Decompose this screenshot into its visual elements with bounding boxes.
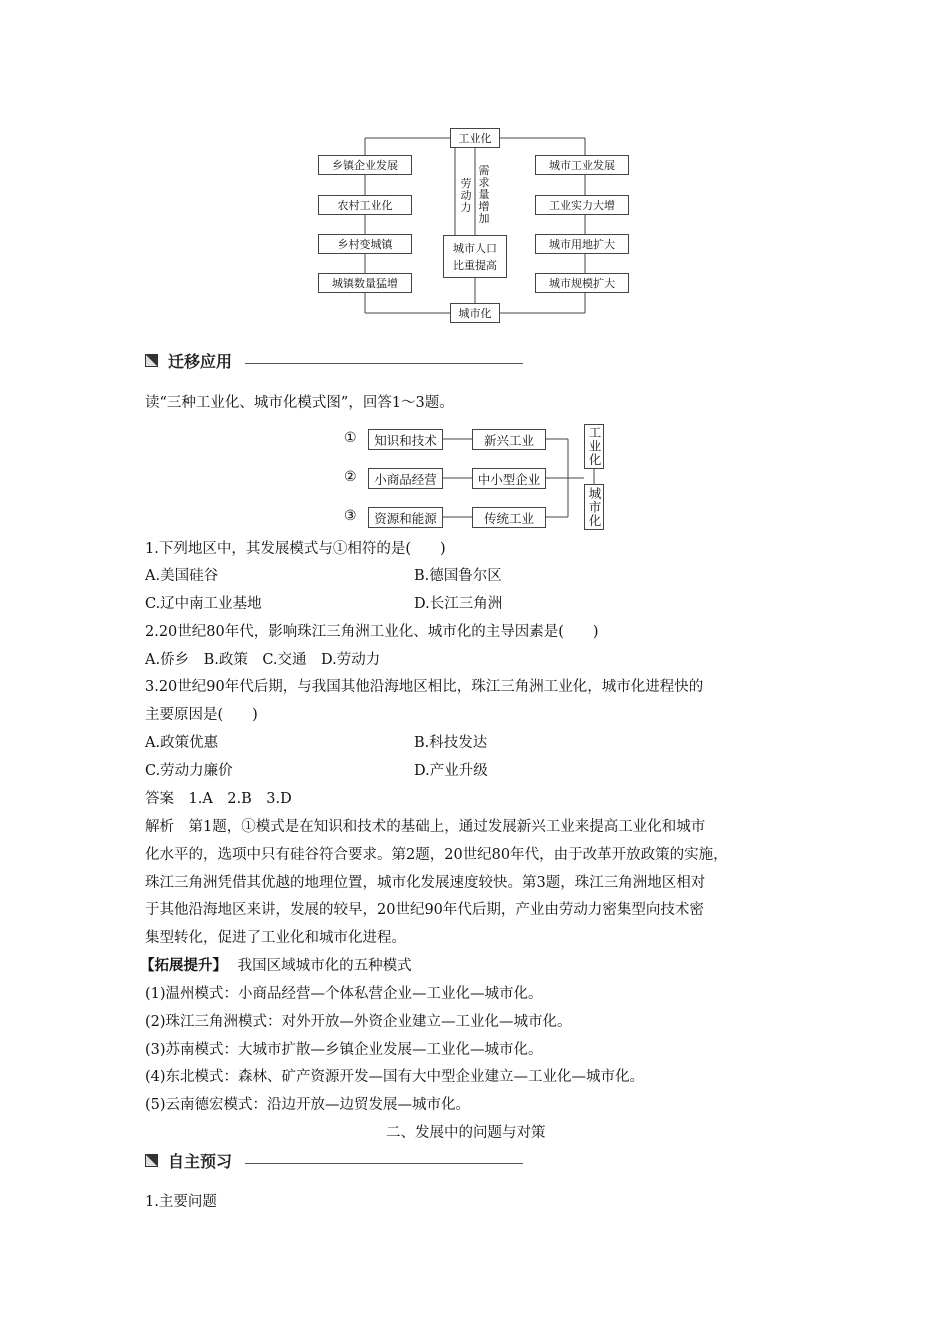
extension-item-5: (5)云南德宏模式：沿边开放—边贸发展—城市化。: [145, 1097, 471, 1113]
q3-option-d: D.产业升级: [414, 763, 488, 779]
left-box-4: 城镇数量猛增: [318, 273, 412, 293]
row3-box-b: 传统工业: [472, 507, 546, 528]
section-rule: [245, 363, 523, 364]
extension-tag: 【拓展提升】: [140, 958, 227, 974]
q3-stem-line-1: 3.20世纪90年代后期，与我国其他沿海地区相比，珠江三角洲工业化，城市化进程快的: [145, 679, 704, 695]
left-box-2: 农村工业化: [318, 195, 412, 215]
extension-item-1: (1)温州模式：小商品经营—个体私营企业—工业化—城市化。: [145, 986, 543, 1002]
analysis-line-3: 珠江三角洲凭借其优越的地理位置，城市化发展速度较快。第3题，珠江三角洲地区相对: [145, 875, 706, 891]
middle-box-line-2: 比重提高: [453, 258, 497, 272]
analysis-line-2: 化水平的，选项中只有硅谷符合要求。第2题，20世纪80年代，由于改革开放政策的实施，: [145, 847, 728, 863]
section-title: 自主预习: [168, 1151, 233, 1171]
q3-stem-line-2: 主要原因是( ): [145, 707, 258, 723]
analysis-line-4: 于其他沿海地区来讲，发展的较早，20世纪90年代后期，产业由劳动力密集型向技术密: [145, 902, 704, 918]
analysis-line-5: 集型转化，促进了工业化和城市化进程。: [145, 930, 406, 946]
row-number-3: ③: [344, 508, 357, 524]
q1-option-c: C.辽中南工业基地: [145, 596, 262, 612]
flow-diagram-1: [310, 120, 640, 330]
row1-box-b: 新兴工业: [472, 429, 546, 450]
q2-options: A.侨乡 B.政策 C.交通 D.劳动力: [145, 652, 381, 668]
extension-heading: [140, 956, 412, 976]
extension-item-3: (3)苏南模式：大城市扩散—乡镇企业发展—工业化—城市化。: [145, 1042, 543, 1058]
q3-option-c: C.劳动力廉价: [145, 763, 233, 779]
extension-item-4: (4)东北模式：森林、矿产资源开发—国有大中型企业建立—工业化—城市化。: [145, 1069, 645, 1085]
main-problems-heading: 1.主要问题: [145, 1194, 217, 1210]
analysis-line-1: 解析 第1题，①模式是在知识和技术的基础上，通过发展新兴工业来提高工业化和城市: [145, 819, 706, 835]
section-rule: [245, 1163, 523, 1164]
row-number-2: ②: [344, 469, 357, 485]
section-header-2: [145, 1149, 525, 1171]
q1-option-d: D.长江三角洲: [414, 596, 503, 612]
q2-stem: 2.20世纪80年代，影响珠江三角洲工业化、城市化的主导因素是( ): [145, 624, 599, 640]
extension-item-2: (2)珠江三角洲模式：对外开放—外资企业建立—工业化—城市化。: [145, 1014, 572, 1030]
flow-diagram-2: [340, 424, 620, 534]
row3-box-a: 资源和能源: [368, 507, 443, 528]
right-box-3: 城市用地扩大: [535, 234, 629, 254]
q1-stem: 1.下列地区中，其发展模式与①相符的是( ): [145, 541, 446, 557]
q1-option-a: A.美国硅谷: [145, 568, 219, 584]
row2-box-b: 中小型企业: [472, 468, 546, 489]
part-two-title: 二、发展中的问题与对策: [386, 1125, 546, 1141]
section-title: 迁移应用: [168, 351, 233, 371]
middle-box-line-1: 城市人口: [453, 241, 497, 255]
q3-option-b: B.科技发达: [414, 735, 488, 751]
box-industrialization: 工业化: [450, 128, 500, 148]
q1-option-b: B.德国鲁尔区: [414, 568, 502, 584]
right-box-2: 工业实力大增: [535, 195, 629, 215]
box-urbanization: 城市化: [450, 303, 500, 323]
box-industrialization-vertical: 工业化: [584, 424, 604, 469]
section-header-1: [145, 349, 525, 371]
extension-title: 我国区域城市化的五种模式: [237, 958, 412, 974]
section-icon: [145, 1154, 158, 1167]
q3-option-a: A.政策优惠: [145, 735, 219, 751]
middle-box: [443, 235, 507, 278]
answer-line: 答案 1.A 2.B 3.D: [145, 791, 292, 807]
right-box-1: 城市工业发展: [535, 155, 629, 175]
label-demand: 需求量增加: [478, 164, 490, 225]
intro-text: 读“三种工业化、城市化模式图”，回答1～3题。: [145, 395, 454, 411]
left-box-3: 乡村变城镇: [318, 234, 412, 254]
row2-box-a: 小商品经营: [368, 468, 443, 489]
label-labor: 劳动力: [460, 177, 472, 214]
row-number-1: ①: [344, 430, 357, 446]
row1-box-a: 知识和技术: [368, 429, 443, 450]
box-urbanization-vertical: 城市化: [584, 484, 604, 530]
flow-diagram-1-lines: [310, 120, 640, 330]
right-box-4: 城市规模扩大: [535, 273, 629, 293]
left-box-1: 乡镇企业发展: [318, 155, 412, 175]
section-icon: [145, 354, 158, 367]
